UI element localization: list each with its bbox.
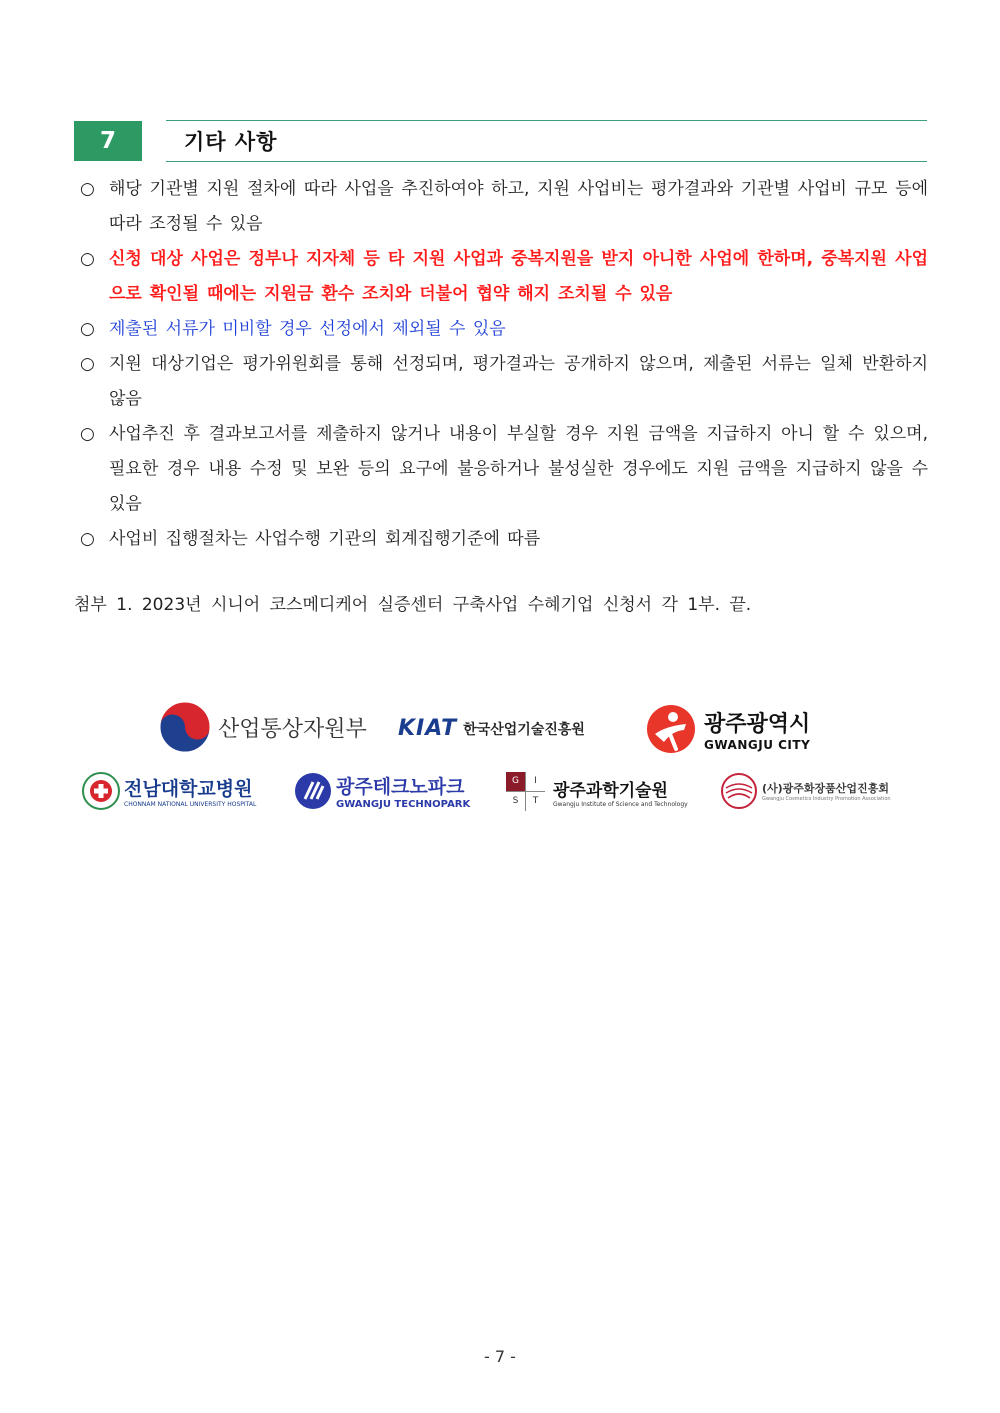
cnuh-en: CHONNAM NATIONAL UNIVERSITY HOSPITAL xyxy=(124,801,257,808)
gist-mark-icon xyxy=(506,772,545,811)
list-item-text: 신청 대상 사업은 정부나 지자체 등 타 지원 사업과 중복지원을 받지 아니한 사업에 한하며, 중복지원 사업으로 확인될 때에는 지원금 환수 조치와 더불어 협약 해지 조치될 수 있음 xyxy=(109,249,928,304)
list-item xyxy=(80,172,928,242)
list-item xyxy=(80,522,928,557)
gcipa-name: (사)광주화장품산업진흥회 xyxy=(762,782,889,795)
gtp-name: 광주테크노파크 xyxy=(336,776,465,798)
notice-list xyxy=(80,172,928,557)
gtp-en: GWANGJU TECHNOPARK xyxy=(336,799,471,810)
list-item xyxy=(80,347,928,417)
gist-mark-t: T xyxy=(526,792,545,811)
bullet-circle-icon: ○ xyxy=(80,319,95,339)
gist-mark-g: G xyxy=(506,772,525,791)
list-item-highlight xyxy=(80,312,928,347)
gist-en: Gwangju Institute of Science and Technology xyxy=(553,800,688,808)
bullet-circle-icon: ○ xyxy=(80,179,95,199)
gwangju-city-emblem-icon xyxy=(646,704,696,754)
gist-mark-i: I xyxy=(526,772,545,791)
gwangju-city-logo xyxy=(646,704,810,754)
gwangju-city-name: 광주광역시 xyxy=(704,711,811,737)
cnuh-name: 전남대학교병원 xyxy=(124,778,253,800)
list-item-text: 지원 대상기업은 평가위원회를 통해 선정되며, 평가결과는 공개하지 않으며, 제출된 서류는 일체 반환하지 않음 xyxy=(109,354,928,409)
list-item-text: 사업비 집행절차는 사업수행 기관의 회계집행기준에 따름 xyxy=(109,529,541,549)
page-number: - 7 - xyxy=(484,1347,516,1366)
kiat-mark: KIAT xyxy=(398,716,458,741)
sponsor-logos xyxy=(80,698,920,818)
gwangju-city-en: GWANGJU CITY xyxy=(704,737,811,752)
gist-name: 광주과학기술원 xyxy=(553,780,668,801)
gcipa-emblem-icon xyxy=(720,772,758,810)
motie-name: 산업통상자원부 xyxy=(218,716,367,742)
list-item-text: 사업추진 후 결과보고서를 제출하지 않거나 내용이 부실할 경우 지원 금액을 지급하지 아니 할 수 있으며, 필요한 경우 내용 수정 및 보완 등의 요구에 불응하거나 불성실한 경우에도 지원 금액을 지급하지 않을 수 있음 xyxy=(109,424,928,514)
cnuh-emblem-icon xyxy=(82,772,120,810)
bullet-circle-icon: ○ xyxy=(80,529,95,549)
gist-mark-s: S xyxy=(506,792,525,811)
list-item-text: 제출된 서류가 미비할 경우 선정에서 제외될 수 있음 xyxy=(109,319,506,339)
gtp-emblem-icon xyxy=(294,772,332,810)
section-bottom-rule xyxy=(166,161,927,162)
attachment-note: 첨부 1. 2023년 시니어 코스메디케어 실증센터 구축사업 수혜기업 신청서 각 1부. 끝. xyxy=(74,595,752,615)
cnuh-logo xyxy=(82,772,256,810)
section-top-rule xyxy=(166,120,927,121)
list-item xyxy=(80,417,928,522)
list-item-text: 해당 기관별 지원 절차에 따라 사업을 추진하여야 하고, 지원 사업비는 평가결과와 기관별 사업비 규모 등에 따라 조정될 수 있음 xyxy=(109,179,928,234)
motie-logo xyxy=(158,700,367,754)
kiat-name: 한국산업기술진흥원 xyxy=(463,721,585,738)
section-number: 7 xyxy=(74,121,142,161)
bullet-circle-icon: ○ xyxy=(80,354,95,374)
list-item-warning xyxy=(80,242,928,312)
kiat-logo xyxy=(398,716,585,741)
bullet-circle-icon: ○ xyxy=(80,424,95,444)
taegeuk-icon xyxy=(158,700,212,754)
gtp-logo xyxy=(294,772,470,810)
section-title: 기타 사항 xyxy=(184,130,278,154)
bullet-circle-icon: ○ xyxy=(80,249,95,269)
gcipa-en: Gwangju Cosmetics Industry Promotion Association xyxy=(762,796,891,802)
gcipa-logo xyxy=(720,772,891,810)
gist-logo xyxy=(506,772,688,811)
section-header xyxy=(74,120,927,162)
